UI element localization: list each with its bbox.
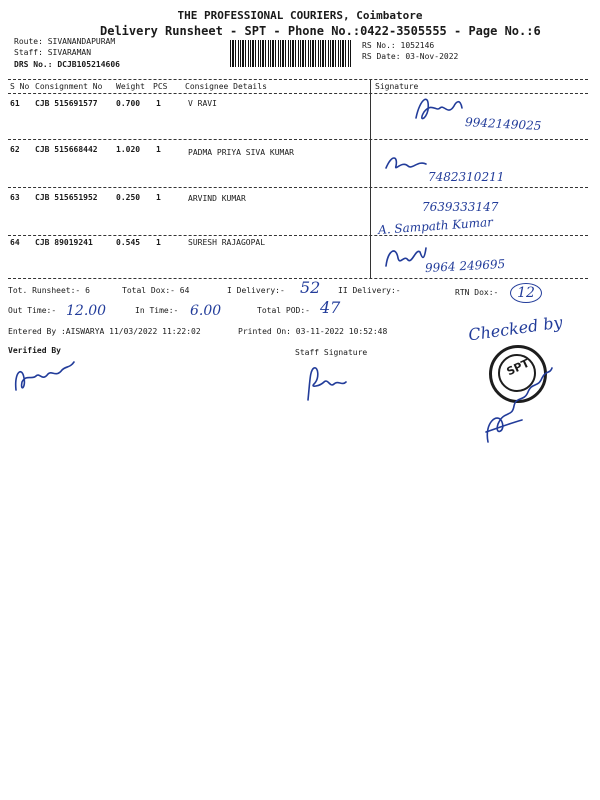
row-divider [8, 187, 588, 188]
row-divider [8, 139, 588, 140]
row-consignment: CJB 515651952 [35, 193, 98, 202]
stamp-signature [478, 362, 558, 450]
col-signature: Signature [375, 82, 419, 91]
col-weight: Weight [116, 82, 145, 91]
recipient-signature-64 [380, 240, 430, 274]
rtn-dox-value: 12 [510, 283, 542, 303]
barcode [230, 40, 352, 67]
col-consignment: Consignment No [35, 82, 103, 91]
row-pcs: 1 [156, 145, 161, 154]
row-pcs: 1 [156, 238, 161, 247]
row-weight: 1.020 [116, 145, 141, 154]
col-sno: S No [10, 82, 30, 91]
rtn-dox-label: RTN Dox:- [455, 288, 499, 297]
col-pcs: PCS [153, 82, 168, 91]
in-time-label: In Time:- [135, 306, 179, 315]
i-delivery-label: I Delivery:- [227, 286, 285, 295]
row-sno: 62 [10, 145, 20, 154]
table-bottom-rule [8, 278, 588, 279]
row-signature-phone: 9942149025 [464, 115, 542, 133]
drs-number: DRS No.: DCJB105214606 [14, 60, 120, 69]
out-time-label: Out Time:- [8, 306, 57, 315]
row-pcs: 1 [156, 99, 161, 108]
row-consignee: SURESH RAJAGOPAL [188, 238, 266, 247]
table-top-rule [8, 79, 588, 80]
row-sno: 61 [10, 99, 20, 108]
rs-date: RS Date: 03-Nov-2022 [362, 52, 459, 61]
spt-stamp-text: SPT [504, 356, 532, 379]
total-dox: Total Dox:- 64 [122, 286, 190, 295]
row-signature-phone: 7482310211 [428, 170, 505, 184]
row-divider [8, 235, 588, 236]
row-consignee: ARVIND KUMAR [188, 194, 246, 203]
staff-label: Staff: SIVARAMAN [14, 48, 92, 57]
row-signature-name: A. Sampath Kumar [377, 215, 494, 237]
verified-by-label: Verified By [8, 346, 61, 355]
row-signature-phone: 9964 249695 [424, 256, 506, 276]
row-weight: 0.545 [116, 238, 141, 247]
document-subtitle: Delivery Runsheet - SPT - Phone No.:0422-3505555 - Page No.:6 [100, 24, 541, 38]
signature-column-divider [370, 80, 371, 278]
recipient-signature-61 [410, 90, 470, 130]
col-consignee: Consignee Details [185, 82, 267, 91]
recipient-signature-62 [382, 150, 432, 180]
total-pod-value: 47 [320, 298, 341, 317]
row-weight: 0.250 [116, 193, 141, 202]
staff-signature-label: Staff Signature [295, 348, 368, 357]
ii-delivery-label: II Delivery:- [338, 286, 401, 295]
row-weight: 0.700 [116, 99, 141, 108]
table-header-rule [8, 93, 588, 94]
document-title: THE PROFESSIONAL COURIERS, Coimbatore [177, 9, 423, 22]
i-delivery-value: 52 [300, 278, 321, 297]
in-time-value: 6.00 [190, 303, 222, 319]
row-signature-phone: 7639333147 [422, 200, 499, 214]
rs-number: RS No.: 1052146 [362, 41, 435, 50]
row-consignee: V RAVI [188, 99, 217, 108]
row-pcs: 1 [156, 193, 161, 202]
out-time-value: 12.00 [66, 303, 107, 319]
tot-runsheet: Tot. Runsheet:- 6 [8, 286, 90, 295]
total-pod-label: Total POD:- [257, 306, 310, 315]
verifier-signature [10, 352, 80, 398]
checked-by-handwritten: Checked by [467, 312, 564, 345]
route-label: Route: SIVANANDAPURAM [14, 37, 116, 46]
row-sno: 64 [10, 238, 20, 247]
entered-by: Entered By :AISWARYA 11/03/2022 11:22:02 [8, 327, 201, 336]
printed-on: Printed On: 03-11-2022 10:52:48 [238, 327, 388, 336]
row-consignment: CJB 515691577 [35, 99, 98, 108]
row-consignment: CJB 89019241 [35, 238, 93, 247]
staff-signature [300, 360, 350, 406]
row-consignment: CJB 515668442 [35, 145, 98, 154]
row-sno: 63 [10, 193, 20, 202]
row-consignee: PADMA PRIYA SIVA KUMAR [188, 148, 294, 157]
